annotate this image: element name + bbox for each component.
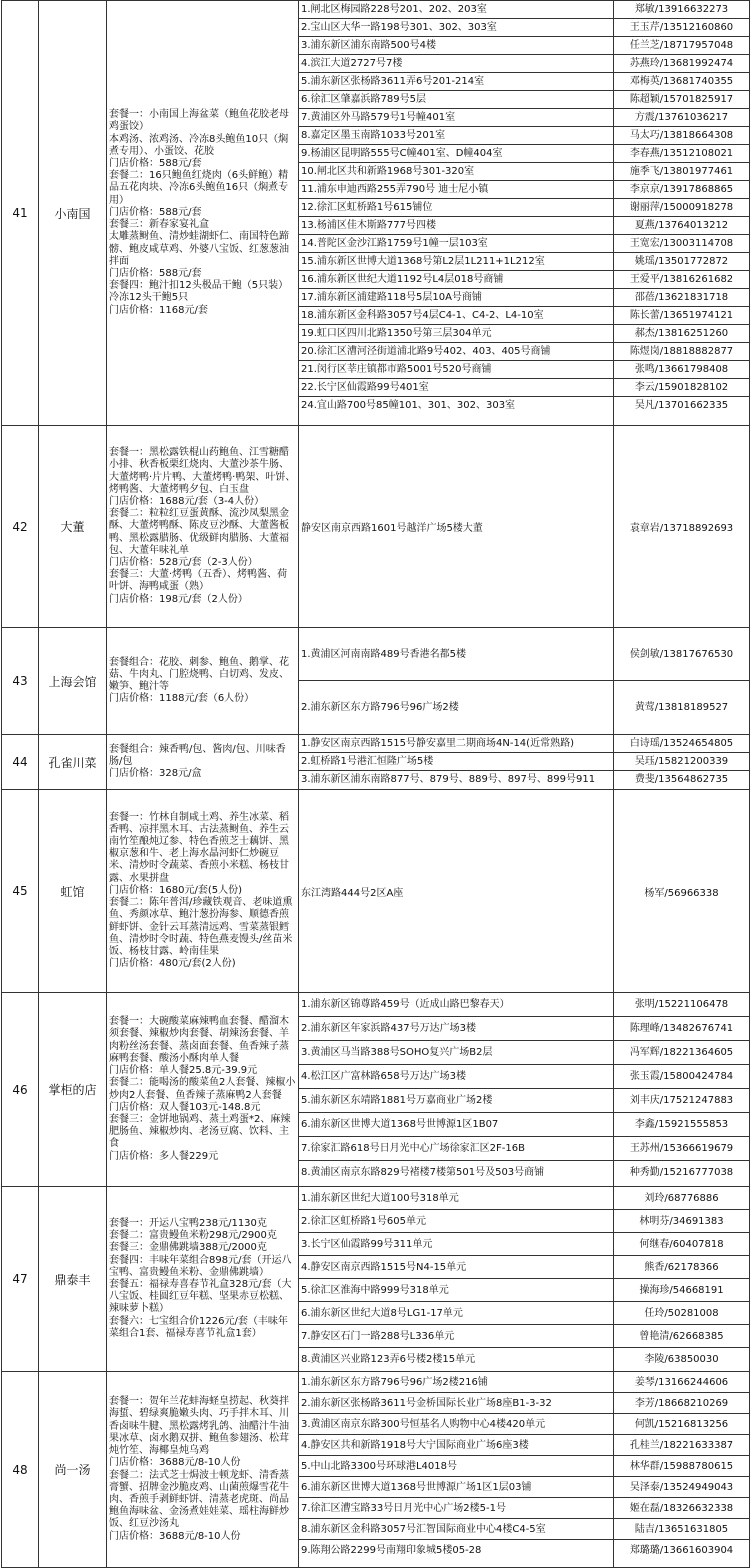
address-line: 5.浦东新区东靖路1881号万嘉商业广场2楼 bbox=[299, 1089, 613, 1113]
restaurant-name: 大董 bbox=[39, 426, 107, 628]
restaurant-name: 掌柜的店 bbox=[39, 993, 107, 1187]
contact-line: 王玉芹/13512160860 bbox=[614, 19, 749, 37]
contact-line: 操海珍/54668191 bbox=[614, 1279, 749, 1302]
contact-line: 李鑫/15921555853 bbox=[614, 1113, 749, 1137]
row-number: 43 bbox=[2, 628, 39, 735]
address-line: 1.黄浦区河南南路489号香港名都5楼 bbox=[299, 628, 613, 681]
contact-line: 任玲/50281008 bbox=[614, 1302, 749, 1325]
contact-line: 冯军辉/18221364605 bbox=[614, 1041, 749, 1065]
contact-line: 陈超颖/15701825917 bbox=[614, 91, 749, 109]
contact-line: 陆吉/13651631805 bbox=[614, 1519, 749, 1540]
address-line: 21.闵行区莘庄镇都市路5001号520号商铺 bbox=[299, 361, 613, 379]
address-list bbox=[299, 1187, 614, 1372]
row-number: 45 bbox=[2, 790, 39, 993]
contact-line: 曾艳清/62668385 bbox=[614, 1325, 749, 1348]
row-number: 41 bbox=[2, 1, 39, 426]
contact-line: 黄莺/13818189527 bbox=[634, 702, 729, 713]
contact-list bbox=[614, 735, 750, 790]
address-line: 7.徐汇区漕宝路33号日月光中心广场2楼5-1号 bbox=[299, 1498, 613, 1519]
address-list bbox=[299, 735, 614, 790]
contact-list bbox=[614, 1, 750, 426]
row-number: 46 bbox=[2, 993, 39, 1187]
address-list bbox=[299, 993, 614, 1187]
address-line: 22.长宁区仙霞路99号401室 bbox=[299, 379, 613, 397]
contact-line: 李芳/18668210269 bbox=[614, 1393, 749, 1414]
contact-line: 马太巧/13818664308 bbox=[614, 127, 749, 145]
address-line: 7.黄浦区外马路579号1号幢401室 bbox=[299, 109, 613, 127]
contact-line: 任兰芝/18717957048 bbox=[614, 37, 749, 55]
address-line: 1.静安区南京西路1515号静安嘉里二期商场4N-14(近常熟路) bbox=[299, 735, 613, 753]
address-line: 2.宝山区大华一路198号301、302、303室 bbox=[299, 19, 613, 37]
address-line: 3.浦东新区浦东南路877号、879号、889号、897号、899号911 bbox=[301, 774, 596, 785]
contact-line: 吴凡/13701662335 bbox=[634, 400, 729, 411]
package-description: 套餐一：贺年兰花蚌海蛏皇捞起、秋葵拌海蜇、碧绿爽脆嫩头肉、巧手拌木耳、川香卤味牛腱、黑松露烤乳鸽、油醋汁牛油果冰草、卤水鹅双拼、鲍鱼参翅汤、松茸炖竹笙、海椰皇炖乌鸡 门店价格：3688元/8-10人份 套餐二：法式芝士焗波士顿龙虾、清香蒸膏蟹、招牌金沙脆皮鸡、山菌煎爆雪花牛肉、香煎手剥鲜虾饼、清蒸老虎斑、尚品鲍鱼海味盆、金汤煮娃娃菜、瑶柱海鲜炒饭、红豆沙汤丸 门店价格：3688元/8-10人份 bbox=[107, 1372, 299, 1568]
address-line: 6.浦东新区世博大道1368号世博源1区1B07 bbox=[299, 1113, 613, 1137]
address-line: 24.宜山路700号85幢101、301、302、303室 bbox=[301, 400, 516, 411]
table-row bbox=[2, 790, 750, 993]
row-number: 47 bbox=[2, 1187, 39, 1372]
address-line: 13.杨浦区佳木斯路777号四楼 bbox=[299, 217, 613, 235]
restaurant-name: 上海会馆 bbox=[39, 628, 107, 735]
address-line: 16.浦东新区世纪大道1192号L4层018号商铺 bbox=[299, 271, 613, 289]
contact-line: 吴泽泰/13524949043 bbox=[614, 1477, 749, 1498]
contact-line: 姚瑶/13501772872 bbox=[614, 253, 749, 271]
address-line: 20.徐汇区漕河泾街道浦北路9号402、403、405号商铺 bbox=[299, 343, 613, 361]
address-line: 1.浦东新区东方路796号96广场2楼216铺 bbox=[299, 1372, 613, 1393]
address-line: 11.浦东申迪西路255弄790号 迪士尼小镇 bbox=[299, 181, 613, 199]
address-line: 10.闸北区共和新路1968号301-320室 bbox=[299, 163, 613, 181]
address-line: 3.黄浦区马当路388号SOHO复兴广场B2层 bbox=[299, 1041, 613, 1065]
contact-line: 郑璐璐/13661603904 bbox=[629, 1545, 734, 1556]
address-line: 5.中山北路3300号环球港L4018号 bbox=[299, 1456, 613, 1477]
contact-line: 王宽宏/13003114708 bbox=[614, 235, 749, 253]
restaurant-table bbox=[1, 0, 750, 1568]
address-line: 5.浦东新区张杨路3611弄6号201-214室 bbox=[299, 73, 613, 91]
restaurant-name: 小南国 bbox=[39, 1, 107, 426]
address-line: 2.浦东新区年家浜路437号万达广场3楼 bbox=[299, 1017, 613, 1041]
address-line: 15.浦东新区世博大道1368号第L2层1L211+1L212室 bbox=[299, 253, 613, 271]
address-line: 2.徐汇区虹桥路1号605单元 bbox=[299, 1210, 613, 1233]
package-description: 套餐一：大碗酸菜麻辣鸭血套餐、醋溜木须套餐、辣椒炒肉套餐、胡辣汤套餐、羊肉粉丝汤套餐、蒸卤面套餐、鱼香辣子蒸麻鸭套餐、酸汤小酥肉单人餐 门店价格：单人餐25.8元-39.9元 套餐二：能喝汤的酸菜鱼2人套餐、辣椒小炒肉2人套餐、鱼香辣子蒸麻鸭2人套餐 门店价格：双人餐103元-148.8元 套餐三：金饼地锅鸡、蒸土鸡蛋*2、麻辣肥肠鱼、辣椒炒肉、老汤豆腐、饮料、主食 门店价格：多人餐229元 bbox=[107, 993, 299, 1187]
contact-list bbox=[614, 1372, 750, 1568]
address-line: 2.虹桥路1号港汇恒隆广场5楼 bbox=[299, 753, 613, 771]
address-line: 12.徐汇区虹桥路1号615铺位 bbox=[299, 199, 613, 217]
contact-line: 熊香/62178366 bbox=[614, 1256, 749, 1279]
address-line: 3.长宁区仙霞路99号311单元 bbox=[299, 1233, 613, 1256]
contact-line: 何凯/15216813256 bbox=[614, 1414, 749, 1435]
address-line: 3.黄浦区南京东路300号恒基名人购物中心4楼420单元 bbox=[299, 1414, 613, 1435]
contact-line: 张玉霞/15800424784 bbox=[614, 1065, 749, 1089]
address-line: 8.浦东新区金科路3057号汇智国际商业中心4楼C4-5室 bbox=[299, 1519, 613, 1540]
contact-line: 苏燕玲/13681992474 bbox=[614, 55, 749, 73]
address-line: 7.徐家汇路618号日月光中心广场徐家汇区2F-16B bbox=[299, 1137, 613, 1161]
restaurant-name: 孔雀川菜 bbox=[39, 735, 107, 790]
address: 静安区南京西路1601号越洋广场5楼大董 bbox=[299, 426, 614, 628]
contact-line: 姬在磊/18326632338 bbox=[614, 1498, 749, 1519]
address-line: 4.静安区共和新路1918号大宁国际商业广场6座3楼 bbox=[299, 1435, 613, 1456]
contact-line: 谢丽萍/15000918278 bbox=[614, 199, 749, 217]
address-line: 8.黄浦区南京东路829号褚楼7楼第501号及503号商铺 bbox=[301, 1167, 545, 1178]
contact-line: 李云/15901828102 bbox=[614, 379, 749, 397]
address-line: 8.黄浦区兴业路123弄6号楼2楼15单元 bbox=[301, 1354, 476, 1365]
row-number: 48 bbox=[2, 1372, 39, 1568]
contact-line: 李京京/13917868865 bbox=[614, 181, 749, 199]
contact-line: 何继春/60407818 bbox=[614, 1233, 749, 1256]
package-description: 套餐一：黑松露铁棍山药鲍鱼、江雪糖醋小排、秋香板栗红烧肉、大董沙茶牛肠、大董烤鸭·片片鸭、大董烤鸭·鸭架、叶饼、烤鸭酱、大董烤鸭夕包、白玉盘 门店价格：1688元/套（3-4人份） 套餐二：粒粒红豆蛋黄酥、流沙凤梨黑金酥、大董烤鸭酥、陈皮豆沙酥、大董酱板鸭、黑松露腊肠、优级鲜肉腊肠、大董福包、大董年味礼单 门店价格：528元/套（2-3人份） 套餐三：大董·烤鸭（五香）、烤鸭酱、荷叶饼、海鸭咸蛋（熟） 门店价格：198元/套（2人份） bbox=[107, 426, 299, 628]
address-line: 6.浦东新区世纪大道8号LG1-17单元 bbox=[299, 1302, 613, 1325]
contact-line: 种秀勤/15216777038 bbox=[629, 1167, 734, 1178]
contact-line: 邵蓓/13621831718 bbox=[614, 289, 749, 307]
contact-line: 王爱平/13816261682 bbox=[614, 271, 749, 289]
package-description: 套餐一：小南国上海盆菜（鲍鱼花胶老母鸡蛋饺） 本鸡汤、浓鸡汤、冷冻8头鲍鱼10只（焖煮专用）、小蛋饺、花胶 门店价格：588元/套 套餐二：16只鲍鱼红烧肉（6头鲜鲍）精品五花肉块、冷冻6头鲍鱼16只（焖煮专用） 门店价格：588元/套 套餐三：新春家宴礼盒 太雕蒸鲥鱼、清炒蛙湖虾仁、南国特色蹄髈、鲍皮咸草鸡、外婆八宝饭、红葱葱油拌面 门店价格：588元/套 套餐四：鲍汁扣12头极品干鲍（5只装） 冷冻12头干鲍5只 门店价格：1168元/套 bbox=[107, 1, 299, 426]
contact-line: 施季飞/13801977461 bbox=[614, 163, 749, 181]
address-line: 7.静安区石门一路288号L336单元 bbox=[299, 1325, 613, 1348]
contact-line: 张鸣/13661798408 bbox=[614, 361, 749, 379]
contact-line: 费斐/13564862735 bbox=[634, 774, 729, 785]
address-line: 4.静安区南京西路1515号N4-15单元 bbox=[299, 1256, 613, 1279]
contact-line: 邓梅英/13681740355 bbox=[614, 73, 749, 91]
table-row bbox=[2, 1, 750, 426]
address-line: 2.浦东新区东方路796号96广场2楼 bbox=[301, 702, 459, 713]
address-line: 2.浦东新区张杨路3611号金桥国际长业广场8座B1-3-32 bbox=[299, 1393, 613, 1414]
address-line: 9.陈翔公路2299号南翔印象城5楼05-28 bbox=[301, 1545, 482, 1556]
contact-line: 陈煜岗/18818882877 bbox=[614, 343, 749, 361]
address-line: 6.浦东新区世博大道1368号世博源广场1区1层03铺 bbox=[299, 1477, 613, 1498]
address-line: 5.徐汇区淮海中路999号318单元 bbox=[299, 1279, 613, 1302]
contact-line: 李春燕/13512108021 bbox=[614, 145, 749, 163]
contact-line: 陈长蕾/13651974121 bbox=[614, 307, 749, 325]
contact-list bbox=[614, 993, 750, 1187]
contact-line: 陈理峰/13482676741 bbox=[614, 1017, 749, 1041]
address-line: 18.浦东新区金科路3057号4层C4-1、C4-2、L4-10室 bbox=[299, 307, 613, 325]
package-description: 套餐一：竹林自制咸土鸡、养生冰菜、稻香鸭、凉拌黑木耳、古法蒸鲥鱼、养生云南竹笙酿炖辽参、特色香煎芝士藕饼、黑椒京葱和牛、老上海水晶河虾仁炒碗豆米、清炒时令蔬菜、香煎小米糕、杨枝甘露、水果拼盘 门店价格：1680元/套(5人份) 套餐二：陈年普洱/珍藏铁观音、老味道熏鱼、秀颜冰草、鲍汁葱扮海参、顺德香煎鲜虾饼、金针云耳蒸清远鸡、雪菜蒸银鳕鱼、清炒时令时蔬、特色燕麦馒头/丝苗米饭、杨枝甘露、岭南佳果 门店价格：480元/套(2人份) bbox=[107, 790, 299, 993]
table-row bbox=[2, 1187, 750, 1372]
contact: 袁章岩/13718892693 bbox=[614, 426, 750, 628]
address-line: 9.杨浦区昆明路555号C幢401室、D幢404室 bbox=[299, 145, 613, 163]
contact-line: 刘玲/68776886 bbox=[614, 1187, 749, 1210]
address-line: 19.虹口区四川北路1350号第三层304单元 bbox=[299, 325, 613, 343]
contact-line: 刘丰庆/17521247883 bbox=[614, 1089, 749, 1113]
restaurant-name: 虹馆 bbox=[39, 790, 107, 993]
row-number: 44 bbox=[2, 735, 39, 790]
address-line: 6.徐汇区肇嘉浜路789号5层 bbox=[299, 91, 613, 109]
contact-line: 孔桂兰/18221633387 bbox=[614, 1435, 749, 1456]
contact-line: 王苏州/15366619679 bbox=[614, 1137, 749, 1161]
contact-list bbox=[614, 1187, 750, 1372]
contact-line: 吴珏/15821200339 bbox=[614, 753, 749, 771]
package-description: 套餐组合：辣香鸭/包、酱肉/包、川味香肠/包 门店价格：328元/盒 bbox=[107, 735, 299, 790]
address-line: 4.松江区广富林路658号万达广场3楼 bbox=[299, 1065, 613, 1089]
address-line: 8.嘉定区墨玉南路1033号201室 bbox=[299, 127, 613, 145]
restaurant-name: 尚一汤 bbox=[39, 1372, 107, 1568]
contact-line: 侯剑敏/13817676530 bbox=[614, 628, 749, 681]
address-line: 3.浦东新区浦东南路500号4楼 bbox=[299, 37, 613, 55]
row-number: 42 bbox=[2, 426, 39, 628]
contact-line: 姜琴/13166244606 bbox=[614, 1372, 749, 1393]
table-row bbox=[2, 426, 750, 628]
package-description: 套餐一：开运八宝鸭238元/1130克 套餐二：富贵鳗鱼米粉298元/2900克 套餐三：金鼎佛跳墙388元/2000克 套餐四：丰味年菜组合898元/套（开运八宝鸭、富贵鳗鱼米粉、金鼎佛跳墙） 套餐五：福禄寿喜春节礼盒328元/套（大八宝饭、桂圆红豆年糕、坚果赤豆松糕、辣味萝卜糕） 套餐六：七宝组合价1226元/套（丰味年菜组合1套、福禄寿喜节礼盒1套） bbox=[107, 1187, 299, 1372]
contact-line: 夏燕/13764013212 bbox=[614, 217, 749, 235]
address: 东江湾路444号2区A座 bbox=[299, 790, 614, 993]
contact-line: 李陵/63850030 bbox=[644, 1354, 719, 1365]
address-line: 1.浦东新区锦尊路459号（近成山路巴黎春天） bbox=[299, 993, 613, 1017]
contact-line: 林华群/15988780615 bbox=[614, 1456, 749, 1477]
contact-line: 林明芬/34691383 bbox=[614, 1210, 749, 1233]
address-list bbox=[299, 1, 614, 426]
contact-line: 郑敏/13916632273 bbox=[614, 1, 749, 19]
contact-line: 方震/13761036217 bbox=[614, 109, 749, 127]
table-row bbox=[2, 735, 750, 790]
address-list bbox=[299, 628, 614, 735]
contact-line: 白诗瑶/13524654805 bbox=[614, 735, 749, 753]
restaurant-name: 鼎泰丰 bbox=[39, 1187, 107, 1372]
address-line: 1.浦东新区世纪大道100号318单元 bbox=[299, 1187, 613, 1210]
contact-line: 郝杰/13816251260 bbox=[614, 325, 749, 343]
address-list bbox=[299, 1372, 614, 1568]
package-description: 套餐组合：花胶、刺参、鲍鱼、鹅掌、花菇、牛肉丸、门腔烧鸭、白切鸡、发皮、嫩笋、鲍汁等 门店价格：1188元/套（6人份） bbox=[107, 628, 299, 735]
contact-list bbox=[614, 628, 750, 735]
contact: 杨军/56966338 bbox=[614, 790, 750, 993]
table-row bbox=[2, 628, 750, 735]
address-line: 17.浦东新区浦建路118号5层10A号商铺 bbox=[299, 289, 613, 307]
table-row bbox=[2, 993, 750, 1187]
address-line: 4.滨江大道2727号7楼 bbox=[299, 55, 613, 73]
contact-line: 张明/15221106478 bbox=[614, 993, 749, 1017]
address-line: 14.普陀区金沙江路1759号1幢一层103室 bbox=[299, 235, 613, 253]
address-line: 1.闸北区梅园路228号201、202、203室 bbox=[299, 1, 613, 19]
table-row bbox=[2, 1372, 750, 1568]
